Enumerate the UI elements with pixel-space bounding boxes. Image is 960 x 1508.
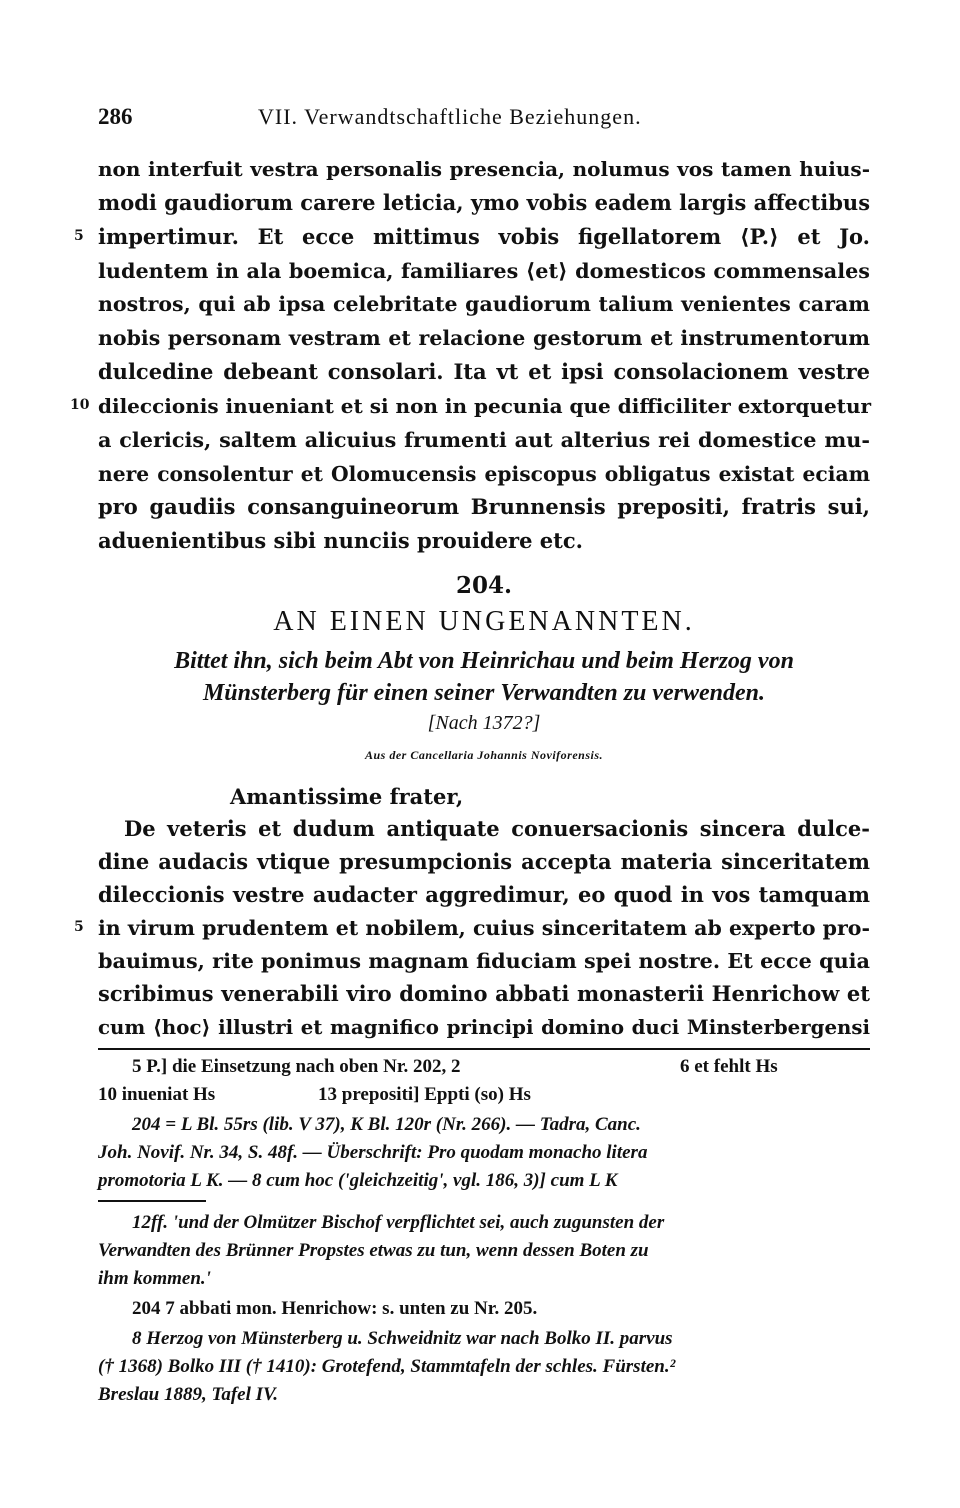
page-number: 286 (98, 104, 133, 129)
text-line: modi gaudiorum carere leticia, ymo vobis eadem largis affectibus (98, 190, 871, 215)
text-line: bauimus, rite ponimus magnam fiduciam spei nostre. Et ecce quia (98, 949, 870, 973)
apparatus-rule (98, 1048, 870, 1050)
document-title: AN EINEN UNGENANNTEN. (273, 606, 695, 637)
source-note: Joh. Novif. Nr. 34, S. 48f. — Überschrift: Pro quodam monacho litera (98, 1142, 648, 1163)
text-line: dine audacis vtique presumpcionis accepta materia sinceritatem (98, 849, 870, 874)
text-line: ludentem in ala boemica, familiares ⟨et⟩ domesticos commensales (98, 259, 870, 283)
running-title: VII. Verwandtschaftliche Beziehungen. (258, 104, 642, 129)
commentary-line: 8 Herzog von Münsterberg u. Schweidnitz war nach Bolko II. parvus (132, 1328, 673, 1349)
text-line: aduenientibus sibi nunciis prouidere etc. (98, 528, 583, 553)
text-line: dileccionis inueniant et si non in pecunia que difficiliter extorquetur (98, 394, 872, 418)
text-line: a clericis, saltem alicuius frumenti aut alterius rei domestice mu- (98, 428, 870, 452)
apparatus-note: 5 P.] die Einsetzung nach oben Nr. 202, 2 (132, 1056, 461, 1077)
commentary-line: Breslau 1889, Tafel IV. (98, 1384, 279, 1405)
commentary-line: 204 7 abbati mon. Henrichow: s. unten zu Nr. 205. (132, 1298, 538, 1319)
commentary-line: († 1368) Bolko III († 1410): Grotefend, Stammtafeln der schles. Fürsten.² (98, 1356, 676, 1377)
text-line: non interfuit vestra personalis presencia, nolumus vos tamen huius- (98, 157, 870, 181)
text-line: dileccionis vestre audacter aggredimur, eo quod in vos tamquam (98, 882, 870, 907)
regest-line: Münsterberg für einen seiner Verwandten zu verwenden. (202, 680, 766, 706)
text-line: De veteris et dudum antiquate conuersacionis sincera dulce- (124, 816, 870, 841)
source-note: 204 = L Bl. 55rs (lib. V 37), K Bl. 120r (Nr. 266). — Tadra, Canc. (132, 1114, 641, 1135)
text-line: nere consolentur et Olomucensis episcopus obligatus existat eciam (98, 462, 870, 486)
source-note: promotoria L K. — 8 cum hoc ('gleichzeitig', vgl. 186, 3)] cum L K (98, 1170, 618, 1191)
text-line: dulcedine debeant consolari. Ita vt et ipsi consolacionem vestre (98, 359, 870, 384)
text-line: impertimur. Et ecce mittimus vobis figellatorem ⟨P.⟩ et Jo. (98, 224, 870, 249)
line-number: 10 (70, 397, 90, 413)
dating: [Nach 1372?] (427, 712, 541, 734)
text-line: cum ⟨hoc⟩ illustri et magnifico principi domino duci Minsterbergensi (98, 1015, 870, 1039)
commentary-line: Verwandten des Brünner Propstes etwas zu tun, wenn dessen Boten zu (98, 1240, 649, 1261)
text-line: nostros, qui ab ipsa celebritate gaudiorum talium venientes caram (98, 292, 870, 316)
line-number: 5 (74, 919, 84, 935)
regest-line: Bittet ihn, sich beim Abt von Heinrichau und beim Herzog von (174, 648, 794, 674)
text-line: pro gaudiis consanguineorum Brunnensis prepositi, fratris sui, (98, 494, 870, 519)
apparatus-note: 13 prepositi] Eppti (so) Hs (318, 1084, 531, 1105)
line-number: 5 (74, 228, 84, 244)
text-line: scribimus venerabili viro domino abbati monasterii Henrichow et (98, 981, 870, 1006)
apparatus-note: 6 et fehlt Hs (680, 1056, 778, 1077)
commentary-line: ihm kommen.' (98, 1268, 211, 1289)
commentary-line: 12ff. 'und der Olmützer Bischof verpflichtet sei, auch zugunsten der (132, 1212, 665, 1233)
text-line: in virum prudentem et nobilem, cuius sinceritatem ab experto pro- (98, 916, 870, 940)
source-note: Aus der Cancellaria Johannis Noviforensis. (364, 748, 604, 762)
commentary-rule (98, 1200, 206, 1202)
document-number: 204. (455, 572, 513, 599)
text-line: nobis personam vestram et relacione gestorum et instrumentorum (98, 326, 870, 350)
salutation: Amantissime frater, (230, 784, 464, 809)
running-head (98, 98, 898, 134)
apparatus-note: 10 inueniat Hs (98, 1084, 216, 1105)
